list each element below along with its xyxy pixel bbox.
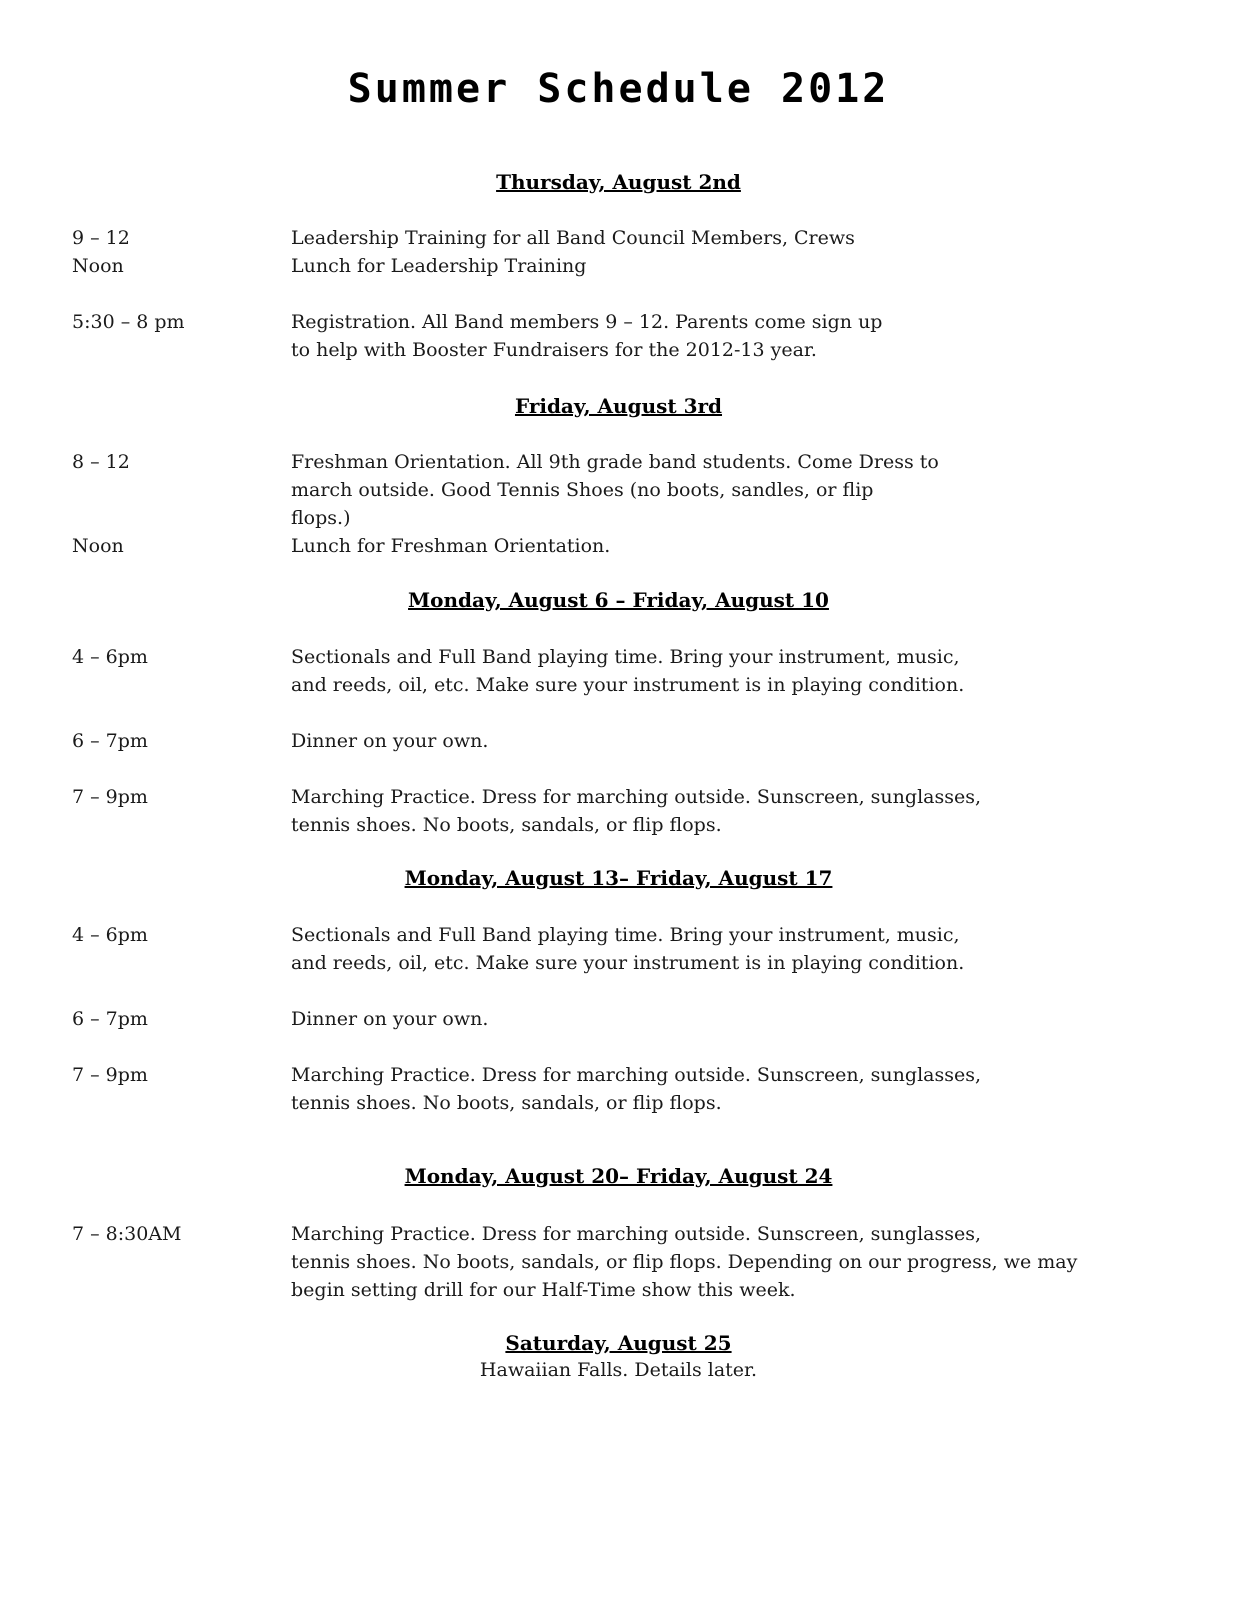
section-heading: Saturday, August 25 — [505, 1331, 732, 1355]
entry-line: Sectionals and Full Band playing time. Bring your instrument, music, — [291, 646, 960, 668]
entry-time: 9 – 12 — [72, 227, 130, 249]
entry-line: tennis shoes. No boots, sandals, or flip flops. — [291, 814, 722, 836]
entry-description — [291, 783, 981, 839]
entry-description — [291, 252, 586, 280]
entry-time: 4 – 6pm — [72, 646, 148, 668]
entry-time: 6 – 7pm — [72, 1008, 148, 1030]
section-note: Hawaiian Falls. Details later. — [479, 1359, 758, 1381]
entry-time: 4 – 6pm — [72, 924, 148, 946]
entry-time: Noon — [72, 255, 124, 277]
section-heading: Thursday, August 2nd — [496, 170, 741, 194]
page-title: Summer Schedule 2012 — [347, 66, 890, 112]
entry-line: Sectionals and Full Band playing time. Bring your instrument, music, — [291, 924, 960, 946]
entry-time: Noon — [72, 535, 124, 557]
entry-description — [291, 448, 939, 532]
entry-line: Marching Practice. Dress for marching outside. Sunscreen, sunglasses, — [291, 1064, 982, 1086]
entry-line: Dinner on your own. — [291, 730, 489, 752]
entry-line: flops.) — [291, 507, 351, 529]
entry-line: Marching Practice. Dress for marching outside. Sunscreen, sunglasses, — [291, 1223, 982, 1245]
entry-description — [291, 921, 964, 977]
section-heading: Monday, August 20– Friday, August 24 — [404, 1164, 833, 1188]
entry-line: and reeds, oil, etc. Make sure your instrument is in playing condition. — [291, 674, 965, 696]
entry-time: 7 – 9pm — [72, 1064, 148, 1086]
entry-line: march outside. Good Tennis Shoes (no boots, sandles, or flip — [291, 479, 874, 501]
entry-description — [291, 532, 610, 560]
entry-description — [291, 727, 488, 755]
entry-line: tennis shoes. No boots, sandals, or flip flops. Depending on our progress, we may — [291, 1251, 1078, 1273]
entry-line: Lunch for Freshman Orientation. — [291, 535, 611, 557]
entry-line: Leadership Training for all Band Council Members, Crews — [291, 227, 855, 249]
entry-line: tennis shoes. No boots, sandals, or flip flops. — [291, 1092, 722, 1114]
entry-time: 7 – 8:30AM — [72, 1223, 182, 1245]
entry-description — [291, 308, 882, 364]
section-heading: Monday, August 6 – Friday, August 10 — [408, 588, 829, 612]
section-heading: Friday, August 3rd — [514, 394, 723, 418]
entry-time: 6 – 7pm — [72, 730, 148, 752]
entry-time: 8 – 12 — [72, 451, 130, 473]
entry-description — [291, 1005, 488, 1033]
entry-description — [291, 224, 855, 252]
entry-description — [291, 1061, 981, 1117]
entry-line: Marching Practice. Dress for marching outside. Sunscreen, sunglasses, — [291, 786, 982, 808]
entry-time: 5:30 – 8 pm — [72, 311, 185, 333]
entry-description — [291, 1220, 1077, 1304]
entry-line: Registration. All Band members 9 – 12. Parents come sign up — [291, 311, 883, 333]
entry-line: Dinner on your own. — [291, 1008, 489, 1030]
entry-line: Lunch for Leadership Training — [291, 255, 587, 277]
entry-line: begin setting drill for our Half-Time show this week. — [291, 1279, 796, 1301]
entry-line: to help with Booster Fundraisers for the 2012-13 year. — [291, 339, 817, 361]
entry-line: and reeds, oil, etc. Make sure your instrument is in playing condition. — [291, 952, 965, 974]
entry-time: 7 – 9pm — [72, 786, 148, 808]
entry-line: Freshman Orientation. All 9th grade band students. Come Dress to — [291, 451, 939, 473]
section-heading: Monday, August 13– Friday, August 17 — [404, 866, 833, 890]
entry-description — [291, 643, 964, 699]
